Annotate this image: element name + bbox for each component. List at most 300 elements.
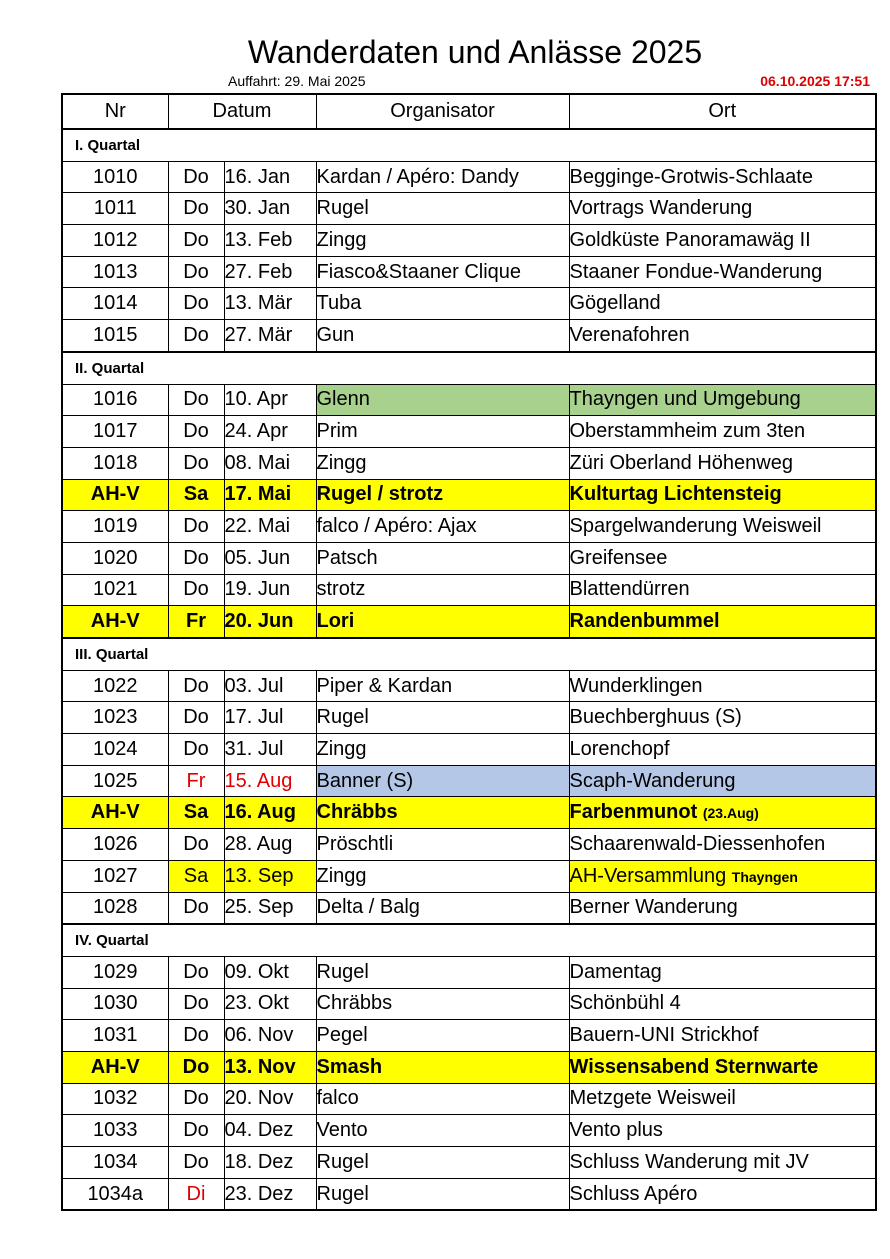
cell-date (224, 606, 316, 638)
cell-date-text: 24. Apr (224, 420, 288, 443)
cell-organisator-text: Prim (316, 420, 358, 443)
cell-ort (569, 988, 876, 1020)
cell-weekday-text: Di (186, 1182, 206, 1205)
cell-weekday (168, 734, 224, 766)
cell-nr (62, 256, 168, 288)
cell-nr-text: 1032 (93, 1087, 138, 1110)
cell-date-text: 16. Jan (224, 165, 291, 188)
cell-weekday (168, 320, 224, 352)
cell-weekday-text: Do (183, 420, 209, 443)
cell-date-text: 27. Feb (224, 260, 293, 283)
ort-note: Thayngen (731, 868, 798, 885)
cell-ort-text: Goldküste Panoramawäg II (569, 228, 811, 251)
cell-date-text: 08. Mai (224, 451, 291, 474)
cell-nr (62, 193, 168, 225)
cell-nr-text: 1012 (93, 228, 138, 251)
cell-weekday (168, 1051, 224, 1083)
cell-organisator (316, 702, 569, 734)
section-label: IV. Quartal (62, 924, 876, 956)
cell-nr (62, 1178, 168, 1210)
cell-ort (569, 511, 876, 543)
cell-date-text: 15. Aug (224, 769, 293, 792)
cell-date-text: 06. Nov (224, 1024, 294, 1047)
cell-ort-text: Schluss Apéro (569, 1182, 698, 1205)
cell-date (224, 829, 316, 861)
cell-date-text: 28. Aug (224, 832, 293, 855)
cell-weekday-text: Do (183, 323, 209, 346)
cell-weekday-text: Do (183, 960, 209, 983)
cell-date-text: 19. Jun (224, 578, 291, 601)
timestamp: 06.10.2025 17:51 (760, 73, 870, 89)
table-row (62, 1115, 876, 1147)
cell-ort (569, 670, 876, 702)
header-datum: Datum (168, 94, 316, 129)
section-label: III. Quartal (62, 638, 876, 670)
cell-nr-text: AH-V (90, 1055, 140, 1078)
cell-date-text: 03. Jul (224, 674, 284, 697)
cell-organisator-text: falco / Apéro: Ajax (316, 515, 477, 538)
cell-organisator-text: Rugel (316, 1182, 369, 1205)
table-row (62, 606, 876, 638)
table-row (62, 734, 876, 766)
cell-date-text: 27. Mär (224, 323, 293, 346)
header-organisator: Organisator (316, 94, 569, 129)
cell-date-text: 17. Jul (224, 706, 284, 729)
cell-date (224, 892, 316, 924)
cell-weekday (168, 702, 224, 734)
cell-ort (569, 956, 876, 988)
cell-date (224, 1115, 316, 1147)
header-row (62, 94, 876, 129)
cell-weekday (168, 797, 224, 829)
table-row (62, 416, 876, 448)
cell-weekday (168, 988, 224, 1020)
cell-weekday (168, 860, 224, 892)
cell-ort (569, 574, 876, 606)
cell-organisator (316, 542, 569, 574)
table-row (62, 384, 876, 416)
cell-nr-text: 1022 (93, 674, 138, 697)
cell-nr-text: 1031 (93, 1024, 138, 1047)
cell-weekday-text: Do (183, 546, 209, 569)
cell-nr (62, 447, 168, 479)
cell-organisator-text: Lori (316, 610, 355, 633)
cell-weekday (168, 606, 224, 638)
cell-ort-text: Greifensee (569, 546, 668, 569)
cell-ort-text: AH-Versammlung (569, 864, 727, 887)
cell-organisator (316, 447, 569, 479)
cell-nr (62, 702, 168, 734)
cell-nr-text: 1021 (93, 578, 138, 601)
cell-ort-text: Staaner Fondue-Wanderung (569, 260, 823, 283)
cell-weekday (168, 161, 224, 193)
cell-ort-text: Begginge-Grotwis-Schlaate (569, 165, 813, 188)
cell-weekday (168, 479, 224, 511)
cell-date (224, 288, 316, 320)
cell-nr-text: AH-V (90, 610, 140, 633)
cell-organisator-text: Chräbbs (316, 801, 398, 824)
cell-date-text: 13. Mär (224, 292, 293, 315)
cell-ort (569, 797, 876, 829)
cell-organisator (316, 1083, 569, 1115)
cell-organisator-text: Kardan / Apéro: Dandy (316, 165, 519, 188)
cell-organisator (316, 511, 569, 543)
table-row (62, 542, 876, 574)
cell-organisator-text: Zingg (316, 451, 367, 474)
table-row (62, 892, 876, 924)
cell-nr (62, 765, 168, 797)
cell-weekday-text: Do (183, 578, 209, 601)
cell-ort (569, 479, 876, 511)
cell-date-text: 31. Jul (224, 737, 284, 760)
cell-organisator-text: Rugel / strotz (316, 483, 444, 506)
cell-ort (569, 1147, 876, 1179)
cell-weekday (168, 670, 224, 702)
table-row (62, 988, 876, 1020)
cell-organisator-text: Piper & Kardan (316, 674, 453, 697)
cell-organisator (316, 193, 569, 225)
cell-nr-text: 1011 (93, 197, 137, 220)
cell-date (224, 1083, 316, 1115)
cell-ort-text: Oberstammheim zum 3ten (569, 420, 806, 443)
cell-date (224, 256, 316, 288)
cell-organisator-text: Vento (316, 1119, 368, 1142)
page-title: Wanderdaten und Anlässe 2025 (247, 34, 703, 70)
cell-nr (62, 988, 168, 1020)
cell-ort-text: Farbenmunot (569, 801, 698, 824)
cell-weekday (168, 1020, 224, 1052)
cell-ort (569, 1115, 876, 1147)
table-row (62, 797, 876, 829)
cell-ort-text: Wunderklingen (569, 674, 703, 697)
cell-organisator-text: falco (316, 1087, 359, 1110)
cell-weekday (168, 511, 224, 543)
header-ort: Ort (569, 94, 876, 129)
cell-organisator-text: Pegel (316, 1024, 368, 1047)
cell-nr-text: 1030 (93, 992, 138, 1015)
cell-nr (62, 574, 168, 606)
cell-ort-text: Kulturtag Lichtensteig (569, 483, 782, 506)
cell-ort-text: Vortrags Wanderung (569, 197, 753, 220)
cell-ort-text: Thayngen und Umgebung (569, 388, 801, 411)
cell-weekday-text: Sa (183, 801, 209, 824)
cell-date (224, 797, 316, 829)
cell-date (224, 320, 316, 352)
cell-date-text: 09. Okt (224, 960, 289, 983)
cell-date (224, 765, 316, 797)
cell-date (224, 574, 316, 606)
table-row (62, 1051, 876, 1083)
table-row (62, 1083, 876, 1115)
section-label: II. Quartal (62, 352, 876, 384)
cell-weekday (168, 956, 224, 988)
cell-nr (62, 606, 168, 638)
cell-organisator-text: Delta / Balg (316, 896, 420, 919)
cell-nr-text: 1027 (93, 864, 138, 887)
cell-nr (62, 479, 168, 511)
cell-ort (569, 542, 876, 574)
cell-organisator (316, 765, 569, 797)
cell-weekday (168, 225, 224, 257)
cell-weekday-text: Do (183, 165, 209, 188)
table-row (62, 447, 876, 479)
cell-nr (62, 542, 168, 574)
cell-ort (569, 1051, 876, 1083)
cell-ort-text: Berner Wanderung (569, 896, 738, 919)
section-row (62, 924, 876, 956)
cell-weekday (168, 542, 224, 574)
cell-date-text: 22. Mai (224, 515, 291, 538)
table-row (62, 256, 876, 288)
cell-date (224, 447, 316, 479)
cell-ort-text: Wissensabend Sternwarte (569, 1055, 819, 1078)
cell-weekday (168, 892, 224, 924)
cell-ort-text: Metzgete Weisweil (569, 1087, 736, 1110)
cell-ort (569, 1083, 876, 1115)
cell-ort-text: Randenbummel (569, 610, 720, 633)
cell-ort (569, 288, 876, 320)
cell-ort (569, 702, 876, 734)
cell-date-text: 10. Apr (224, 388, 288, 411)
cell-nr-text: 1023 (93, 706, 138, 729)
cell-nr (62, 797, 168, 829)
cell-nr-text: 1016 (93, 388, 138, 411)
cell-organisator (316, 829, 569, 861)
cell-ort (569, 765, 876, 797)
cell-weekday (168, 1178, 224, 1210)
cell-date (224, 1178, 316, 1210)
table-row (62, 1147, 876, 1179)
section-row (62, 352, 876, 384)
cell-ort-text: Vento plus (569, 1119, 663, 1142)
cell-ort-text: Buechberghuus (S) (569, 706, 742, 729)
cell-nr-text: 1020 (93, 546, 138, 569)
cell-date-text: 05. Jun (224, 546, 291, 569)
cell-nr (62, 670, 168, 702)
cell-date (224, 511, 316, 543)
cell-weekday-text: Do (183, 832, 209, 855)
cell-organisator (316, 988, 569, 1020)
table-row (62, 161, 876, 193)
cell-nr-text: 1019 (93, 515, 138, 538)
cell-organisator (316, 956, 569, 988)
cell-ort-text: Schönbühl 4 (569, 992, 681, 1015)
table-row (62, 479, 876, 511)
cell-weekday (168, 574, 224, 606)
cell-weekday-text: Do (183, 674, 209, 697)
cell-organisator (316, 416, 569, 448)
cell-nr (62, 1083, 168, 1115)
cell-weekday (168, 256, 224, 288)
cell-organisator (316, 1051, 569, 1083)
cell-organisator-text: Rugel (316, 197, 369, 220)
cell-ort (569, 734, 876, 766)
cell-ort (569, 320, 876, 352)
cell-organisator-text: Gun (316, 323, 355, 346)
cell-nr-text: 1014 (93, 292, 138, 315)
cell-date (224, 702, 316, 734)
table-row (62, 1178, 876, 1210)
cell-nr (62, 1115, 168, 1147)
cell-organisator-text: Patsch (316, 546, 378, 569)
cell-date (224, 542, 316, 574)
cell-ort-text: Lorenchopf (569, 737, 670, 760)
cell-weekday (168, 1147, 224, 1179)
cell-weekday-text: Do (183, 228, 209, 251)
cell-organisator (316, 384, 569, 416)
cell-weekday-text: Do (183, 388, 209, 411)
cell-weekday (168, 1115, 224, 1147)
cell-organisator (316, 225, 569, 257)
cell-organisator-text: Rugel (316, 706, 369, 729)
cell-ort-text: Scaph-Wanderung (569, 769, 736, 792)
cell-nr-text: 1018 (93, 451, 138, 474)
cell-date-text: 18. Dez (224, 1150, 294, 1173)
cell-ort (569, 161, 876, 193)
cell-organisator-text: strotz (316, 578, 366, 601)
cell-ort (569, 225, 876, 257)
cell-ort-text: Bauern-UNI Strickhof (569, 1024, 759, 1047)
cell-ort (569, 860, 876, 892)
table-row (62, 829, 876, 861)
cell-organisator (316, 797, 569, 829)
cell-ort (569, 193, 876, 225)
cell-weekday (168, 416, 224, 448)
cell-ort (569, 1178, 876, 1210)
cell-organisator (316, 670, 569, 702)
cell-organisator-text: Rugel (316, 1150, 369, 1173)
table-row (62, 225, 876, 257)
cell-weekday-text: Do (183, 1119, 209, 1142)
cell-organisator-text: Fiasco&Staaner Clique (316, 260, 522, 283)
cell-date (224, 161, 316, 193)
cell-weekday-text: Do (183, 515, 209, 538)
cell-ort (569, 892, 876, 924)
cell-date (224, 384, 316, 416)
cell-weekday-text: Do (183, 1024, 209, 1047)
cell-weekday-text: Fr (186, 769, 206, 792)
cell-date (224, 860, 316, 892)
cell-weekday (168, 447, 224, 479)
ort-note: (23.Aug) (702, 805, 759, 822)
cell-weekday (168, 193, 224, 225)
cell-date (224, 988, 316, 1020)
cell-organisator-text: Banner (S) (316, 769, 414, 792)
cell-date (224, 1020, 316, 1052)
cell-weekday-text: Sa (183, 483, 209, 506)
cell-ort (569, 384, 876, 416)
cell-nr-text: 1017 (93, 420, 138, 443)
cell-date-text: 20. Jun (224, 610, 294, 633)
cell-date-text: 04. Dez (224, 1119, 294, 1142)
cell-weekday-text: Do (183, 292, 209, 315)
cell-weekday (168, 829, 224, 861)
cell-nr (62, 384, 168, 416)
cell-organisator-text: Pröschtli (316, 832, 394, 855)
cell-date (224, 225, 316, 257)
cell-organisator (316, 1115, 569, 1147)
cell-organisator-text: Zingg (316, 228, 367, 251)
section-row (62, 638, 876, 670)
cell-nr (62, 1020, 168, 1052)
cell-ort-text: Damentag (569, 960, 662, 983)
cell-weekday-text: Fr (186, 610, 206, 633)
cell-organisator (316, 1147, 569, 1179)
cell-date (224, 1147, 316, 1179)
cell-date (224, 670, 316, 702)
cell-date-text: 17. Mai (224, 483, 292, 506)
cell-nr (62, 829, 168, 861)
cell-nr (62, 288, 168, 320)
cell-weekday-text: Do (183, 992, 209, 1015)
cell-nr (62, 320, 168, 352)
cell-weekday-text: Do (183, 260, 209, 283)
cell-nr (62, 511, 168, 543)
cell-ort-text: Schluss Wanderung mit JV (569, 1150, 809, 1173)
cell-date (224, 416, 316, 448)
cell-organisator-text: Smash (316, 1055, 383, 1078)
cell-nr (62, 860, 168, 892)
schedule-table (61, 93, 877, 1211)
table-row (62, 193, 876, 225)
table-row (62, 574, 876, 606)
cell-nr (62, 1147, 168, 1179)
cell-organisator (316, 161, 569, 193)
cell-weekday-text: Do (183, 737, 209, 760)
cell-nr-text: 1034 (93, 1150, 138, 1173)
cell-weekday (168, 1083, 224, 1115)
cell-ort-text: Schaarenwald-Diessenhofen (569, 832, 826, 855)
cell-organisator-text: Rugel (316, 960, 369, 983)
cell-date-text: 16. Aug (224, 801, 296, 824)
cell-nr (62, 161, 168, 193)
cell-date (224, 193, 316, 225)
cell-nr-text: AH-V (90, 483, 140, 506)
table-row (62, 765, 876, 797)
cell-date-text: 13. Sep (224, 864, 294, 887)
header-nr: Nr (62, 94, 168, 129)
cell-date (224, 1051, 316, 1083)
cell-organisator (316, 892, 569, 924)
cell-organisator (316, 1178, 569, 1210)
cell-organisator (316, 1020, 569, 1052)
table-row (62, 288, 876, 320)
cell-nr (62, 1051, 168, 1083)
cell-weekday-text: Do (183, 1150, 209, 1173)
cell-ort (569, 416, 876, 448)
cell-organisator-text: Chräbbs (316, 992, 393, 1015)
cell-organisator (316, 256, 569, 288)
cell-date-text: 13. Nov (224, 1055, 296, 1078)
table-row (62, 956, 876, 988)
cell-organisator-text: Zingg (316, 864, 367, 887)
cell-organisator (316, 320, 569, 352)
cell-nr (62, 416, 168, 448)
cell-date (224, 956, 316, 988)
cell-nr-text: 1034a (87, 1182, 144, 1205)
cell-weekday-text: Do (183, 706, 209, 729)
cell-nr-text: 1013 (93, 260, 138, 283)
cell-weekday-text: Do (183, 451, 209, 474)
cell-weekday-text: Do (183, 1087, 209, 1110)
cell-ort (569, 1020, 876, 1052)
cell-nr-text: 1028 (93, 896, 138, 919)
table-row (62, 511, 876, 543)
cell-weekday (168, 765, 224, 797)
cell-nr-text: 1015 (93, 323, 138, 346)
cell-nr-text: 1026 (93, 832, 138, 855)
cell-weekday (168, 384, 224, 416)
